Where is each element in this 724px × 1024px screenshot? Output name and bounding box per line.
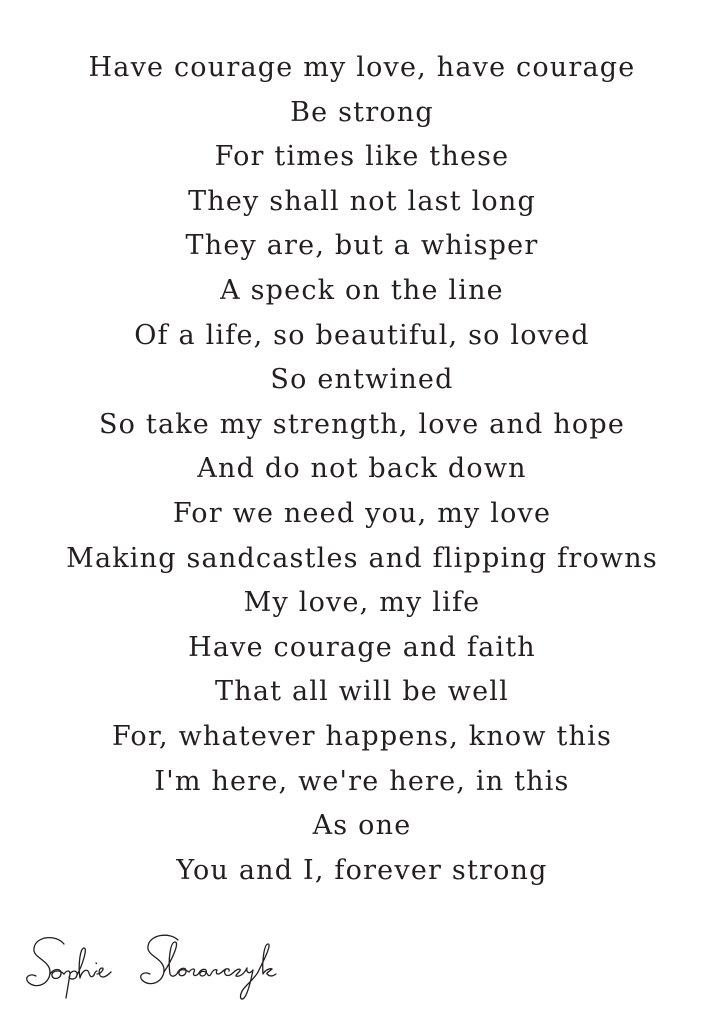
poem-line: As one [312,810,412,842]
poem-line: Have courage and faith [188,631,536,663]
poem-line: For, whatever happens, know this [111,720,613,752]
poem-line: They shall not last long [188,185,536,217]
poem-line: Be strong [290,96,434,128]
poem-line: My love, my life [243,587,481,619]
poem-line: For times like these [214,141,510,173]
poem-line: Of a life, so beautiful, so loved [134,319,590,351]
poem-line: You and I, forever strong [176,854,548,886]
poem-line: I'm here, we're here, in this [154,765,570,797]
poem-line: So take my strength, love and hope [98,408,626,440]
poem-line: And do not back down [197,453,527,485]
poem-line: A speck on the line [220,274,504,306]
poem-line: That all will be well [215,676,509,708]
poem-line: For we need you, my love [172,497,552,529]
signature [20,930,310,1010]
poem-line: Making sandcastles and flipping frowns [66,542,658,574]
poem-text [0,46,724,893]
poem-line: They are, but a whisper [185,230,539,262]
poem-line: Have courage my love, have courage [88,52,636,83]
signature-drawing [20,930,310,1010]
poem-line: So entwined [270,364,454,396]
